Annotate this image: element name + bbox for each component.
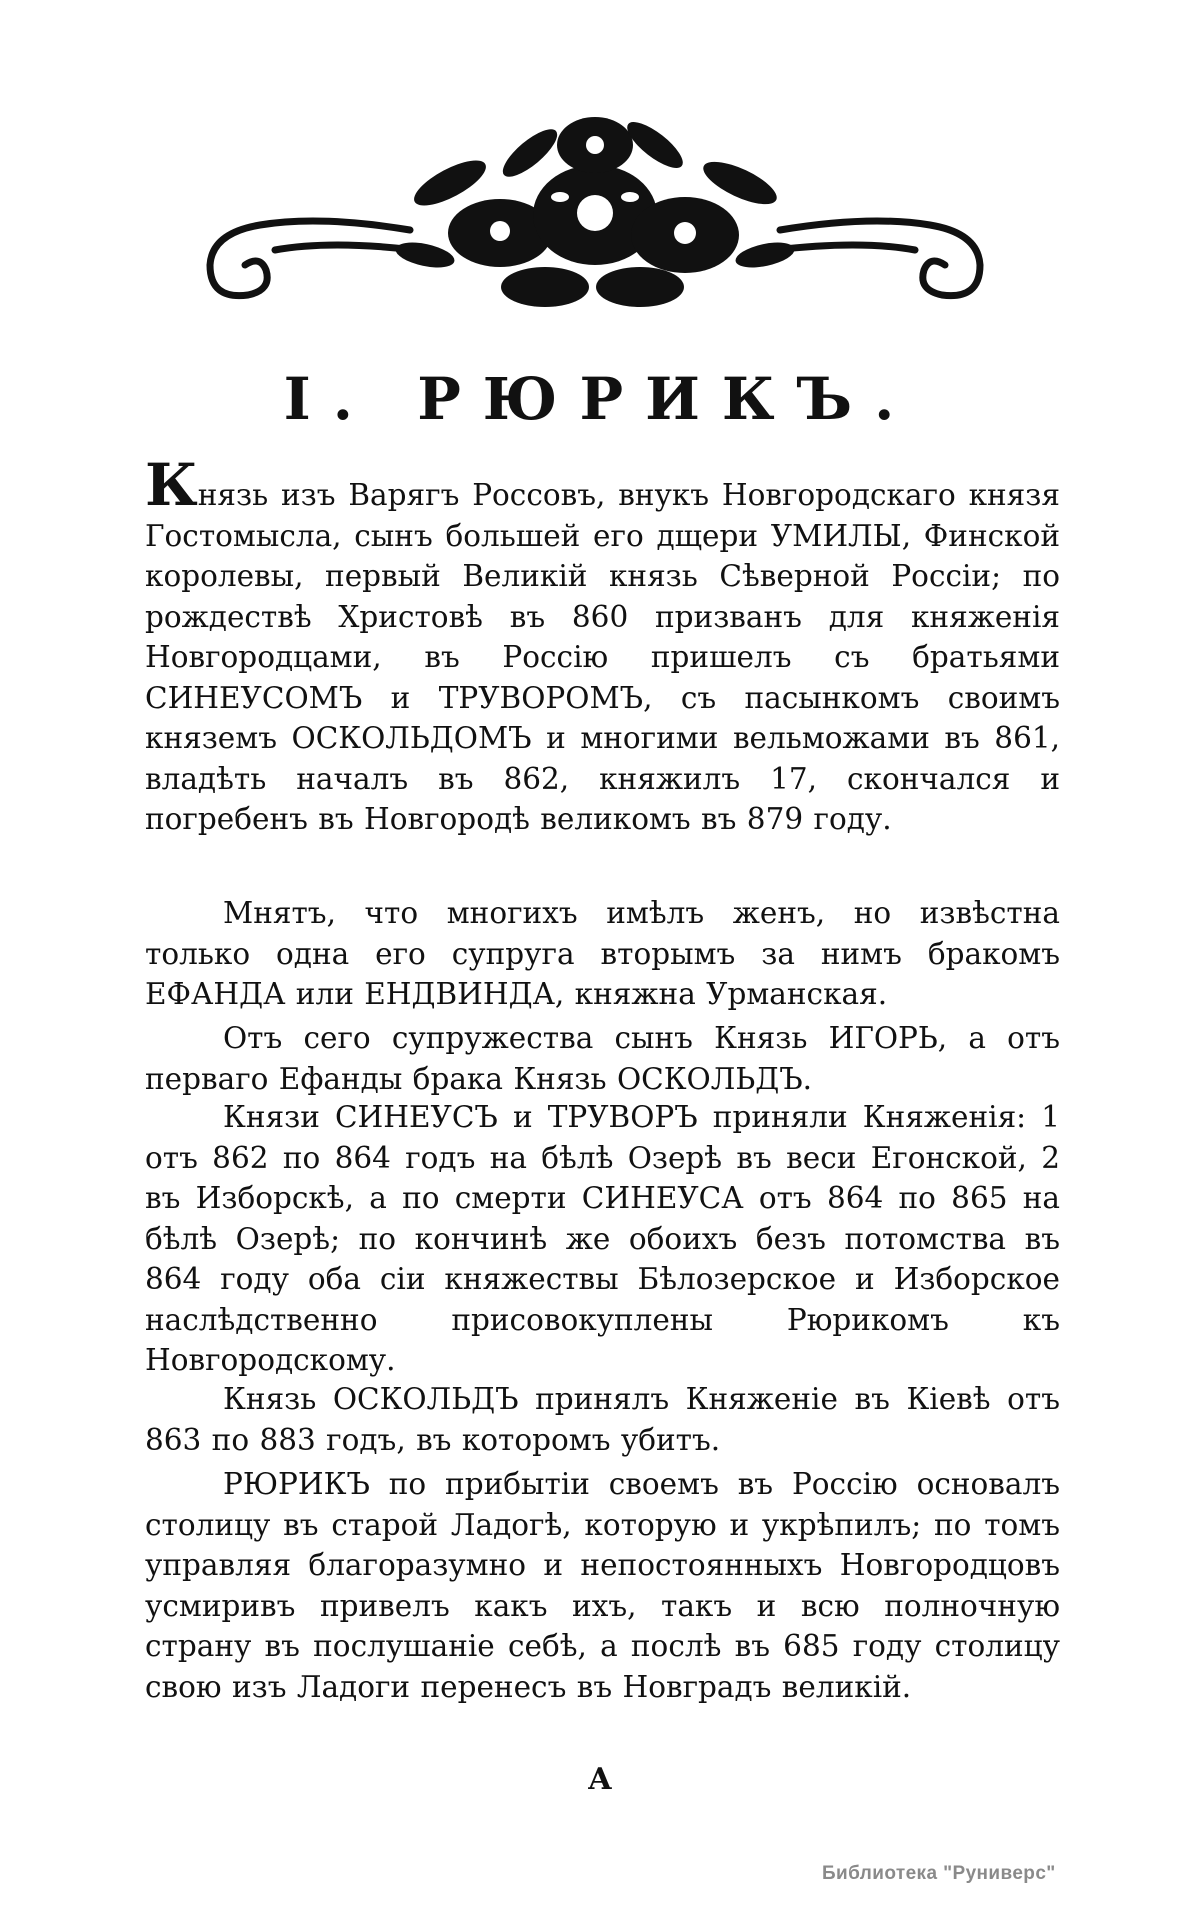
paragraph-spouse: Мнятъ, что многихъ имѣлъ женъ, но извѣстна только одна его супруга вторымъ за нимъ бракомъ ЕФАНДА или ЕНДВИНДА, княжна Урманская. — [145, 896, 1060, 1011]
floral-vignette-icon — [200, 105, 990, 310]
paragraph-capital: РЮРИКЪ по прибытiи своемъ въ Россiю основалъ столицу въ старой Ладогѣ, которую и укрѣпилъ; по томъ управляя благоразумно и непостоянныхъ Новгородцовъ усмиривъ привелъ какъ ихъ, такъ и всю полночную страну въ послушанiе себѣ, а послѣ въ 685 году столицу свою изъ Ладоги перенесъ въ Новградъ великiй. — [145, 1467, 1060, 1704]
library-watermark: Библиотека "Руниверс" — [822, 1863, 1056, 1884]
paragraph-oskold: Князь ОСКОЛЬДЪ принялъ Княженiе въ Кiевѣ отъ 863 по 883 годъ, въ которомъ убитъ. — [145, 1382, 1060, 1457]
paragraph-brothers: Князи СИНЕУСЪ и ТРУВОРЪ приняли Княженiя: 1 отъ 862 по 864 годъ на бѣлѣ Озерѣ въ веси Егонской, 2 въ Изборскѣ, а по смерти СИНЕУСА отъ 864 по 865 на бѣлѣ Озерѣ; по кончинѣ же обоихъ безъ потомства въ 864 году оба сiи княжествы Бѣлозерское и Изборское наслѣдственно присовокуплены Рюрикомъ къ Новгородскому. — [145, 1100, 1060, 1377]
signature-mark: А — [587, 1762, 613, 1797]
paragraph-biography: Князь изъ Варягъ Россовъ, внукъ Новгородскаго князя Гостомысла, сынъ большей его дщери УМИЛЫ, Финской королевы, первый Великiй князь Сѣверной Россiи; по рождествѣ Христовѣ въ 860 призванъ для княженiя Новгородцами, въ Россiю пришелъ съ братьями СИНЕУСОМЪ и ТРУВОРОМЪ, съ пасынкомъ своимъ княземъ ОСКОЛЬДОМЪ и многими вельможами въ 861, владѣть началъ въ 862, княжилъ 17, скончался и погребенъ въ Новгородѣ великомъ въ 879 году. — [145, 451, 1060, 836]
chapter-title: I. РЮРИКЪ. — [283, 365, 917, 433]
paragraph-children: Отъ сего супружества сынъ Князь ИГОРЬ, а отъ перваго Ефанды брака Князь ОСКОЛЬДЪ. — [145, 1021, 1060, 1096]
